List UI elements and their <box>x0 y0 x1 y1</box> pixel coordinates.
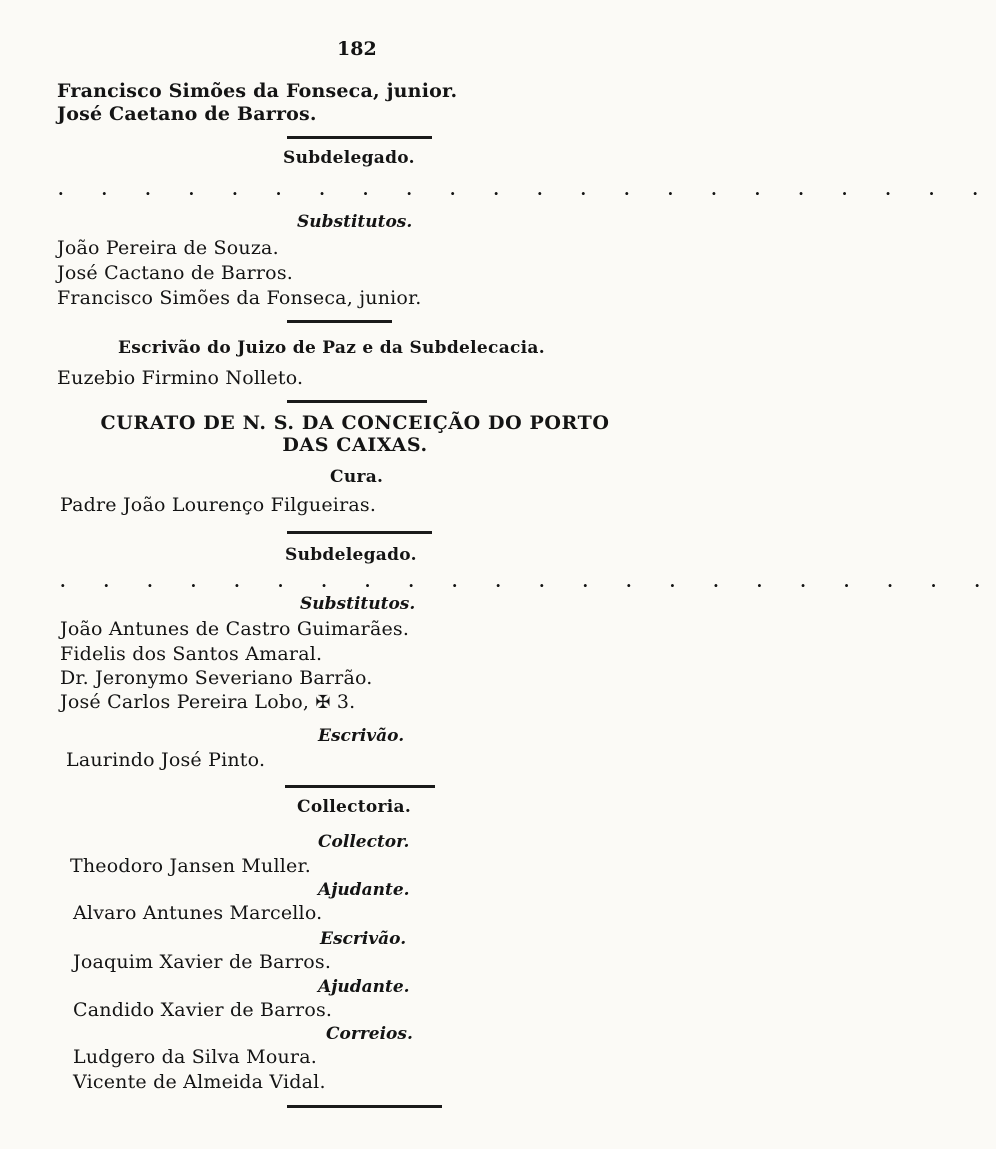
text-line: Fidelis dos Santos Amaral. <box>60 643 323 665</box>
role-label: Substitutos. <box>300 594 416 614</box>
text-line: Alvaro Antunes Marcello. <box>73 902 323 924</box>
section-rule <box>285 785 435 788</box>
text-line: Laurindo José Pinto. <box>66 749 266 771</box>
dotted-leader: . . . . . . . . . . . . . . . . . . . . . . <box>60 572 996 591</box>
section-heading: Subdelegado. <box>283 148 415 168</box>
text-line: João Antunes de Castro Guimarães. <box>60 618 410 640</box>
role-label: Escrivão. <box>320 929 407 949</box>
dotted-leader: . . . . . . . . . . . . . . . . . . . . . . <box>58 180 995 199</box>
section-heading: Cura. <box>330 467 384 487</box>
cross-of-christ-icon: ✠ <box>315 692 331 713</box>
curato-title: CURATO DE N. S. DA CONCEIÇÃO DO PORTO <box>100 412 610 434</box>
section-heading: Collectoria. <box>297 797 412 817</box>
text-line: José Caetano de Barros. <box>57 103 317 125</box>
text-line: Francisco Simões da Fonseca, junior. <box>57 80 458 102</box>
section-rule <box>287 1105 442 1108</box>
role-label: Correios. <box>326 1024 413 1044</box>
role-label: Collector. <box>318 832 410 852</box>
text-line: Francisco Simões da Fonseca, junior. <box>57 287 422 309</box>
text-line: João Pereira de Souza. <box>57 237 279 259</box>
role-label: Ajudante. <box>318 977 410 997</box>
text-line-name: José Carlos Pereira Lobo, <box>60 691 310 713</box>
role-label: Ajudante. <box>318 880 410 900</box>
section-rule <box>287 400 427 403</box>
curato-title: DAS CAIXAS. <box>282 434 428 456</box>
role-label: Substitutos. <box>297 212 413 232</box>
text-line: José Cactano de Barros. <box>57 262 294 284</box>
text-line-suffix: 3. <box>336 691 356 713</box>
text-line: Theodoro Jansen Muller. <box>70 855 311 877</box>
text-line: Padre João Lourenço Filgueiras. <box>60 494 377 516</box>
text-line <box>60 691 355 713</box>
page-number: 182 <box>337 38 377 60</box>
text-line: Dr. Jeronymo Severiano Barrão. <box>60 667 373 689</box>
section-rule <box>287 531 432 534</box>
text-line: Euzebio Firmino Nolleto. <box>57 367 304 389</box>
section-heading: Subdelegado. <box>285 545 417 565</box>
section-rule <box>287 320 392 323</box>
text-line: Joaquim Xavier de Barros. <box>73 951 332 973</box>
section-heading: Escrivão do Juizo de Paz e da Subdelecacia. <box>118 338 545 358</box>
section-rule <box>287 136 432 139</box>
text-line: Candido Xavier de Barros. <box>73 999 333 1021</box>
role-label: Escrivão. <box>318 726 405 746</box>
text-line: Ludgero da Silva Moura. <box>73 1046 317 1068</box>
text-line: Vicente de Almeida Vidal. <box>73 1071 326 1093</box>
